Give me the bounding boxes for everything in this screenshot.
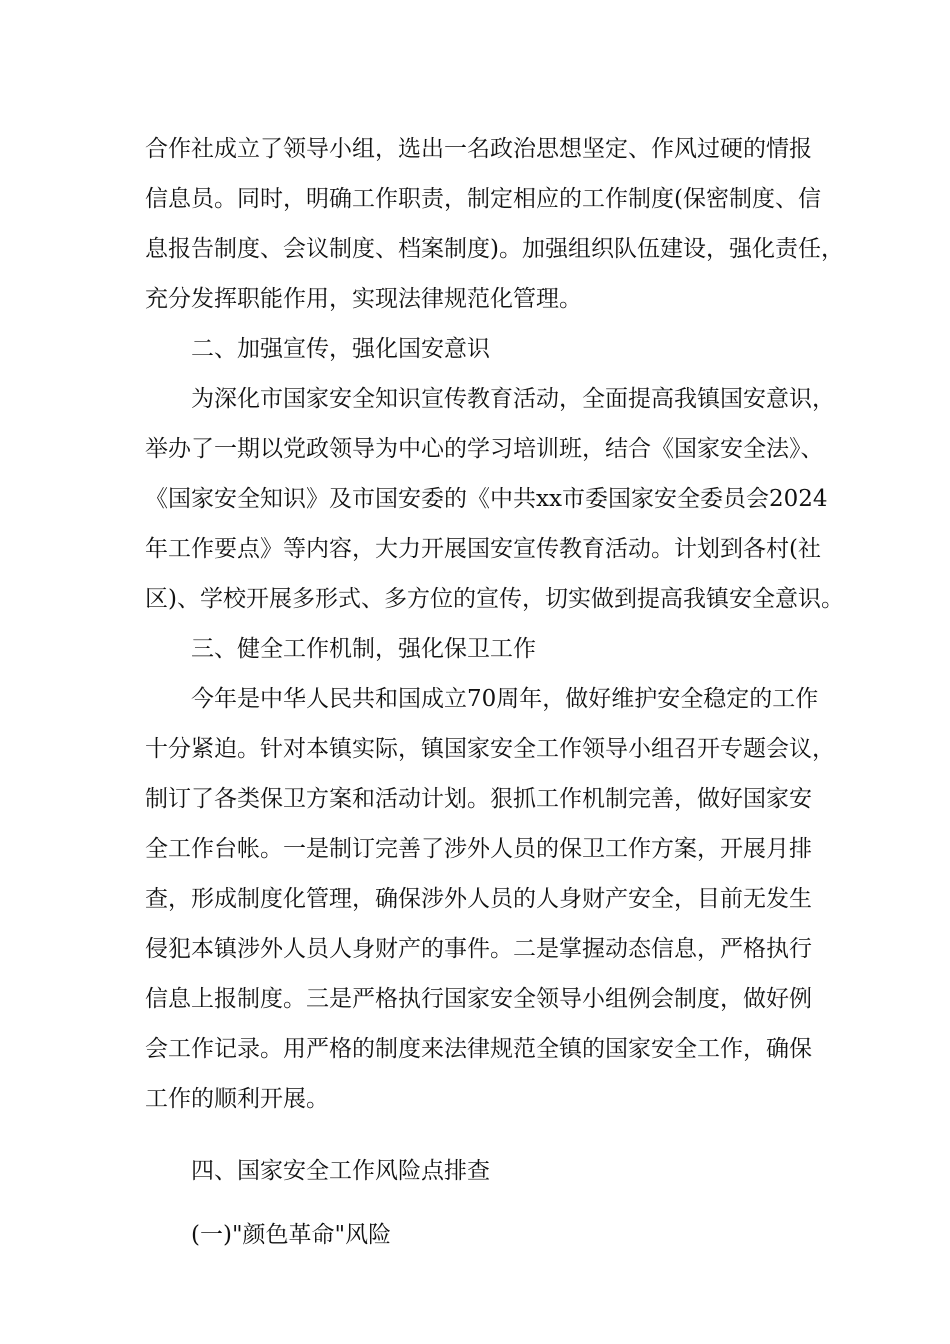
section-heading: 四、国家安全工作风险点排查 — [191, 1158, 490, 1184]
document-body — [145, 124, 844, 1260]
paragraph-line: 工作的顺利开展。 — [145, 1086, 329, 1112]
paragraph-line: 制订了各类保卫方案和活动计划。狠抓工作机制完善，做好国家安 — [145, 786, 812, 812]
paragraph-line: 合作社成立了领导小组，选出一名政治思想坚定、作风过硬的情报 — [145, 136, 812, 162]
paragraph-line: 《国家安全知识》及市国安委的《中共xx市委国家安全委员会2024 — [145, 486, 828, 512]
paragraph-line: 十分紧迫。针对本镇实际，镇国家安全工作领导小组召开专题会议， — [145, 736, 835, 762]
body-paragraph — [145, 374, 844, 624]
paragraph-line: 为深化市国家安全知识宣传教育活动，全面提高我镇国安意识， — [191, 386, 835, 412]
body-paragraph — [145, 674, 835, 1124]
section-heading: 二、加强宣传，强化国安意识 — [191, 336, 490, 362]
paragraph-line: 会工作记录。用严格的制度来法律规范全镇的国家安全工作，确保 — [145, 1036, 812, 1062]
section-heading: 三、健全工作机制，强化保卫工作 — [191, 636, 536, 662]
paragraph-line: 全工作台帐。一是制订完善了涉外人员的保卫工作方案，开展月排 — [145, 836, 812, 862]
paragraph-line: 今年是中华人民共和国成立70周年，做好维护安全稳定的工作 — [191, 686, 819, 712]
paragraph-line: 区)、学校开展多形式、多方位的宣传，切实做到提高我镇安全意识。 — [145, 586, 844, 612]
section-heading: (一)"颜色革命"风险 — [191, 1222, 392, 1248]
paragraph-line: 充分发挥职能作用，实现法律规范化管理。 — [145, 286, 582, 312]
paragraph-line: 侵犯本镇涉外人员人身财产的事件。二是掌握动态信息，严格执行 — [145, 936, 812, 962]
paragraph-line: 信息员。同时，明确工作职责，制定相应的工作制度(保密制度、信 — [145, 186, 821, 212]
paragraph-line: 信息上报制度。三是严格执行国家安全领导小组例会制度，做好例 — [145, 986, 812, 1012]
paragraph-line: 年工作要点》等内容，大力开展国安宣传教育活动。计划到各村(社 — [145, 536, 821, 562]
paragraph-line: 息报告制度、会议制度、档案制度)。加强组织队伍建设，强化责任， — [145, 236, 844, 262]
paragraph-line: 举办了一期以党政领导为中心的学习培训班，结合《国家安全法》、 — [145, 436, 824, 462]
body-paragraph — [145, 124, 844, 324]
paragraph-line: 查，形成制度化管理，确保涉外人员的人身财产安全，目前无发生 — [145, 886, 812, 912]
